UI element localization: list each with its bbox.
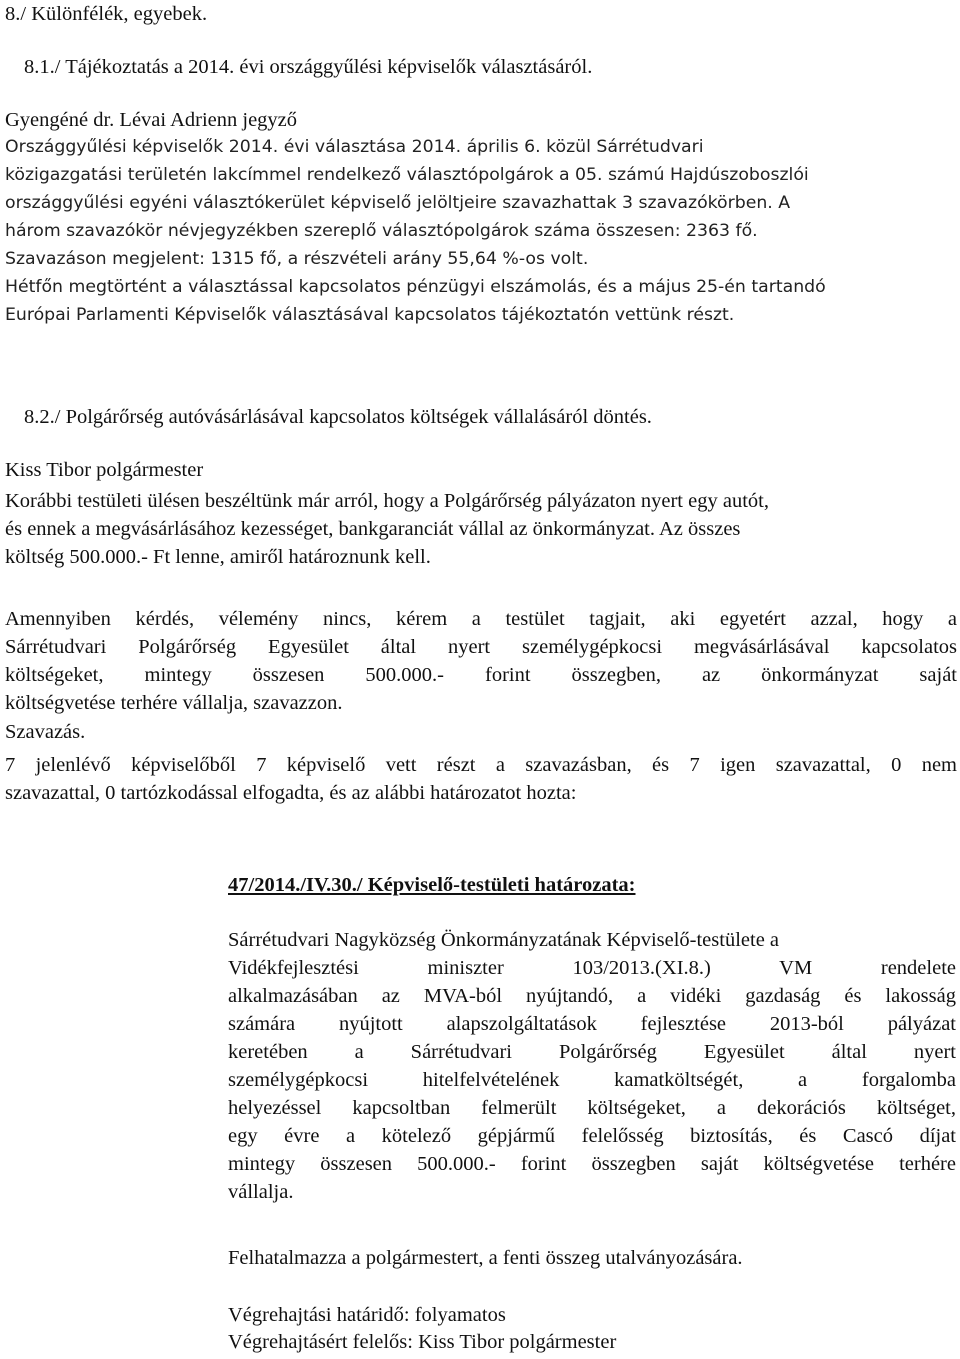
paragraph-line: és ennek a megvásárlásához kezességet, bankgaranciát vállal az önkormányzat. Az összes — [5, 518, 741, 540]
resolution-line: vállalja. — [228, 1181, 294, 1203]
item-1-line: Európai Parlamenti Képviselők választásával kapcsolatos tájékoztatón vettünk részt. — [5, 305, 735, 325]
paragraph-line: költség 500.000.- Ft lenne, amiről határoznunk kell. — [5, 546, 431, 568]
resolution-line: egy évre a kötelező gépjármű felelősség biztosítás, és Cascó díjat — [228, 1125, 956, 1147]
item-1-line: közigazgatási területén lakcímmel rendelkező választópolgárok a 05. számú Hajdúszoboszlói — [5, 165, 809, 185]
resolution-line: számára nyújtott alapszolgáltatások fejlesztése 2013-ból pályázat — [228, 1013, 956, 1035]
section-heading: 8./ Különfélék, egyebek. — [5, 3, 208, 25]
item-1-line: Hétfőn megtörtént a választással kapcsolatos pénzügyi elszámolás, és a május 25-én tartandó — [5, 277, 826, 297]
item-2-paragraph-2 — [5, 605, 957, 717]
paragraph-line: költségeket, mintegy összesen 500.000.- forint összegben, az önkormányzat saját — [5, 664, 957, 686]
item-1-speaker: Gyengéné dr. Lévai Adrienn jegyző — [5, 109, 298, 131]
resolution-line: Vidékfejlesztési miniszter 103/2013.(XI.8.) VM rendelete — [228, 957, 956, 979]
resolution-line: helyezéssel kapcsoltban felmerült költségeket, a dekorációs költséget, — [228, 1097, 956, 1119]
paragraph-line: Amennyiben kérdés, vélemény nincs, kérem a testület tagjait, aki egyetért azzal, hogy a — [5, 608, 957, 630]
item-2-paragraph-1 — [5, 487, 957, 571]
vote-label: Szavazás. — [5, 721, 86, 743]
paragraph-line: szavazattal, 0 tartózkodással elfogadta, és az alábbi határozatot hozta: — [5, 782, 577, 804]
resolution-body — [228, 926, 956, 1206]
item-1-title: 8.1./ Tájékoztatás a 2014. évi országgyűlési képviselők választásáról. — [24, 56, 593, 78]
resolution-line: mintegy összesen 500.000.- forint összegben saját költségvetése terhére — [228, 1153, 956, 1175]
resolution-responsible: Végrehajtásért felelős: Kiss Tibor polgármester — [228, 1331, 617, 1353]
item-1-line: három szavazókör névjegyzékben szereplő választópolgárok száma összesen: 2363 fő. — [5, 221, 758, 241]
resolution-deadline: Végrehajtási határidő: folyamatos — [228, 1304, 506, 1326]
item-1-body — [5, 133, 957, 329]
item-1-line: országgyűlési egyéni választókerület képviselő jelöltjeire szavazhattak 3 szavazókörben. A — [5, 193, 791, 213]
item-1-line: Országgyűlési képviselők 2014. évi választása 2014. április 6. közül Sárrétudvari — [5, 137, 704, 157]
item-2-title: 8.2./ Polgárőrség autóvásárlásával kapcsolatos költségek vállalásáról döntés. — [24, 406, 652, 428]
resolution-line: keretében a Sárrétudvari Polgárőrség Egyesület által nyert — [228, 1041, 956, 1063]
resolution-line: személygépkocsi hitelfelvételének kamatköltségét, a forgalomba — [228, 1069, 956, 1091]
resolution-authorization: Felhatalmazza a polgármestert, a fenti összeg utalványozására. — [228, 1247, 743, 1269]
paragraph-line: Korábbi testületi ülésen beszéltünk már arról, hogy a Polgárőrség pályázaton nyert egy autót, — [5, 490, 769, 512]
item-1-line: Szavazáson megjelent: 1315 fő, a részvételi arány 55,64 %-os volt. — [5, 249, 589, 269]
resolution-line: alkalmazásában az MVA-ból nyújtandó, a vidéki gazdaság és lakosság — [228, 985, 956, 1007]
paragraph-line: Sárrétudvari Polgárőrség Egyesület által nyert személygépkocsi megvásárlásával kapcsolatos — [5, 636, 957, 658]
resolution-line: Sárrétudvari Nagyközség Önkormányzatának Képviselő-testülete a — [228, 929, 780, 951]
paragraph-line: 7 jelenlévő képviselőből 7 képviselő vett részt a szavazásban, és 7 igen szavazattal, 0 nem — [5, 754, 957, 776]
resolution-number: 47/2014./IV.30./ Képviselő-testületi határozata: — [228, 874, 636, 896]
vote-result — [5, 751, 957, 807]
item-2-speaker: Kiss Tibor polgármester — [5, 459, 204, 481]
paragraph-line: költségvetése terhére vállalja, szavazzon. — [5, 692, 343, 714]
